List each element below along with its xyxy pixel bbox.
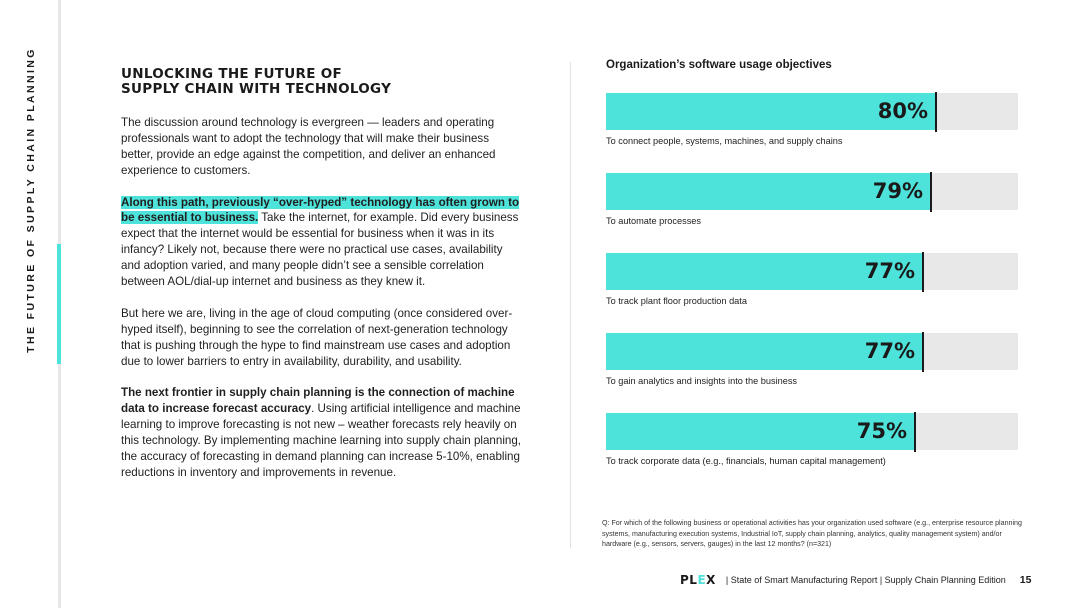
sidebar-accent-bar <box>57 244 61 364</box>
highlighted-statement: Along this path, previously “over-hyped” technology has often grown to be essential to business. <box>121 195 520 225</box>
paragraph-3: But here we are, living in the age of cloud computing (once considered over-hyped itself), beginning to see the correlation of next-generation technology that is pushing through the hype to find mainstream use cases and adoption due to lower barriers to entry in availability, durability, and usability. <box>121 306 513 368</box>
bar-track <box>606 173 1018 210</box>
sidebar-title: THE FUTURE OF SUPPLY CHAIN PLANNING <box>25 47 37 353</box>
paragraph-2 <box>121 195 521 290</box>
bar-end-marker <box>922 252 924 292</box>
bar-track <box>606 413 1018 450</box>
bar-value-label: 79% <box>872 179 923 203</box>
column-divider <box>570 62 571 548</box>
page-footer <box>680 572 1031 588</box>
bar-category-label: To gain analytics and insights into the business <box>606 376 798 386</box>
footer-report-title: | State of Smart Manufacturing Report | Supply Chain Planning Edition <box>725 575 1006 585</box>
paragraph-2-text: Take the internet, for example. Did every business expect that the internet would be essential for business when it was in its infancy? Likely not, because there were no practical use cases, availability and adoption varied, and many people didn’t see a sensible correlation between AOL/dial-up internet and business as they knew it. <box>121 211 519 289</box>
bar-end-marker <box>914 412 916 452</box>
bar-end-marker <box>935 92 937 132</box>
bar-end-marker <box>930 172 932 212</box>
heading-line-2: SUPPLY CHAIN WITH TECHNOLOGY <box>121 81 392 97</box>
bar-value-label: 80% <box>877 99 928 123</box>
chart-title: Organization’s software usage objectives <box>606 59 832 71</box>
bar-end-marker <box>922 332 924 372</box>
bar-row <box>606 253 1018 311</box>
bar-category-label: To connect people, systems, machines, and supply chains <box>606 136 843 146</box>
bar-row <box>606 333 1018 391</box>
heading-line-1: UNLOCKING THE FUTURE OF <box>121 66 343 82</box>
page-heading <box>121 67 541 97</box>
survey-footnote: Q: For which of the following business or operational activities has your organization used software (e.g., enterprise resource planning systems, manufacturing execution systems, Industrial IoT, supply chain planning, analytics, quality management system) and/or hardware (e.g., sensors, servers, gauges) in the last 12 months? (n=321) <box>602 519 1022 548</box>
bar-category-label: To automate processes <box>606 216 701 226</box>
paragraph-4-text: . Using artificial intelligence and machine learning to improve forecasting is not new – weather forecasts rely heavily on this technology. By implementing machine learning into supply chain planning, the accuracy of forecasting in demand planning can increase 5-10%, enabling reductions in inventory and improvements in revenue. <box>121 402 522 479</box>
bold-statement: The next frontier in supply chain planning is the connection of machine data to increase forecast accuracy <box>121 386 515 416</box>
bar-row <box>606 173 1018 231</box>
plex-logo: PLEX <box>680 573 716 587</box>
bar-category-label: To track plant floor production data <box>606 296 747 306</box>
paragraph-1: The discussion around technology is evergreen — leaders and operating professionals want to adopt the technology that will make their business better, provide an edge against the competition, and deliver an enhanced experience to customers. <box>121 116 496 177</box>
bar-value-label: 77% <box>864 339 915 363</box>
page-number: 15 <box>1019 574 1032 586</box>
bar-track <box>606 253 1018 290</box>
bar-category-label: To track corporate data (e.g., financials, human capital management) <box>606 456 886 466</box>
bar-value-label: 75% <box>856 419 907 443</box>
bar-row <box>606 93 1018 151</box>
paragraph-4 <box>121 385 521 480</box>
body-text <box>121 115 521 497</box>
bar-value-label: 77% <box>864 259 915 283</box>
bar-track <box>606 93 1018 130</box>
bar-track <box>606 333 1018 370</box>
bar-row <box>606 413 1018 471</box>
